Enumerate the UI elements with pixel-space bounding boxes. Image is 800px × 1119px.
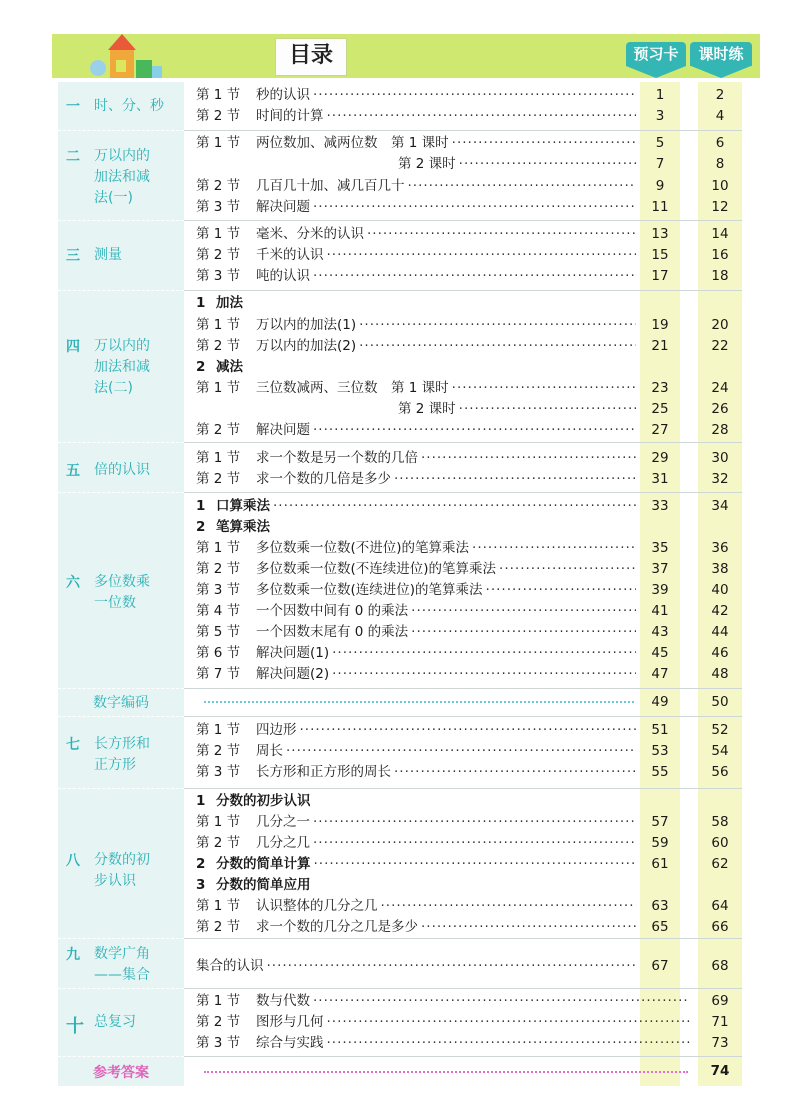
divider bbox=[184, 716, 742, 717]
chapter-10[interactable] bbox=[58, 988, 184, 1057]
divider bbox=[184, 688, 742, 689]
section-number: 第 2 节 bbox=[196, 471, 241, 487]
section-title: 分数的简单计算 bbox=[216, 856, 311, 872]
preview-page[interactable]: 61 bbox=[651, 856, 669, 872]
section-title: 毫米、分米的认识 bbox=[256, 226, 364, 242]
preview-page[interactable]: 3 bbox=[655, 108, 665, 124]
preview-page[interactable]: 19 bbox=[651, 317, 669, 333]
toc-row[interactable] bbox=[196, 762, 636, 782]
preview-page[interactable]: 27 bbox=[651, 422, 669, 438]
leader-dots bbox=[411, 601, 636, 621]
section-title: 分数的初步认识 bbox=[216, 793, 311, 809]
toc-row[interactable] bbox=[196, 420, 636, 440]
section-title: 口算乘法 bbox=[216, 498, 270, 514]
section-title: 一个因数中间有 0 的乘法 bbox=[256, 603, 409, 619]
chapter-title: 长方形和 正方形 bbox=[94, 736, 150, 773]
chapter-number: 六 bbox=[66, 575, 80, 591]
toc-row[interactable] bbox=[196, 133, 636, 153]
section-title: 第 2 课时 bbox=[398, 156, 456, 172]
chapter-3[interactable] bbox=[58, 220, 184, 291]
section-number: 第 1 节 bbox=[196, 135, 241, 151]
leader-dots bbox=[273, 496, 636, 516]
practice-page[interactable]: 40 bbox=[711, 582, 729, 598]
section-number: 第 1 节 bbox=[196, 450, 241, 466]
section-title: 吨的认识 bbox=[256, 268, 310, 284]
col-header-practice: 课时练 bbox=[690, 42, 752, 66]
leader-dots bbox=[486, 580, 636, 600]
section-title: 多位数乘一位数(不进位)的笔算乘法 bbox=[256, 540, 470, 556]
chapter-1[interactable] bbox=[58, 82, 184, 131]
section-title: 求一个数的几倍是多少 bbox=[256, 471, 391, 487]
section-number: 第 1 节 bbox=[196, 226, 241, 242]
toc-row[interactable] bbox=[196, 812, 636, 832]
preview-page[interactable]: 55 bbox=[651, 764, 669, 780]
preview-page[interactable]: 35 bbox=[651, 540, 669, 556]
leader-dots bbox=[327, 245, 637, 265]
leader-dots bbox=[408, 176, 637, 196]
practice-page[interactable]: 30 bbox=[711, 450, 729, 466]
section-title: 减法 bbox=[216, 359, 243, 375]
leader-dots bbox=[327, 106, 637, 126]
toc-row[interactable] bbox=[196, 378, 636, 398]
section-title: 解决问题 bbox=[256, 199, 310, 215]
section-title: 几分之几 bbox=[256, 835, 310, 851]
toc-row[interactable] bbox=[196, 917, 636, 937]
section-title: 求一个数是另一个数的几倍 bbox=[256, 450, 418, 466]
practice-page[interactable]: 28 bbox=[711, 422, 729, 438]
practice-page[interactable]: 18 bbox=[711, 268, 729, 284]
practice-page[interactable]: 74 bbox=[710, 1063, 730, 1079]
practice-page[interactable]: 12 bbox=[711, 199, 729, 215]
practice-page[interactable]: 22 bbox=[711, 338, 729, 354]
toc-row[interactable] bbox=[196, 664, 636, 684]
section-title: 多位数乘一位数(连续进位)的笔算乘法 bbox=[256, 582, 483, 598]
chapter-digital-encoding[interactable] bbox=[58, 688, 184, 717]
chapter-number: 四 bbox=[66, 339, 80, 355]
practice-page[interactable]: 50 bbox=[711, 694, 729, 710]
toc-row[interactable] bbox=[196, 580, 636, 600]
section-number: 第 5 节 bbox=[196, 624, 241, 640]
practice-page[interactable]: 46 bbox=[711, 645, 729, 661]
section-number: 第 2 节 bbox=[196, 338, 241, 354]
practice-page[interactable]: 34 bbox=[711, 498, 729, 514]
leader-dots bbox=[332, 664, 636, 684]
col-header-preview-arrow bbox=[626, 66, 686, 78]
divider bbox=[184, 130, 742, 131]
toc-row[interactable] bbox=[196, 1033, 690, 1053]
practice-page[interactable]: 64 bbox=[711, 898, 729, 914]
page-title: 目录 bbox=[275, 38, 347, 76]
practice-page[interactable]: 10 bbox=[711, 178, 729, 194]
leader-dots bbox=[499, 559, 636, 579]
section-title: 几分之一 bbox=[256, 814, 310, 830]
leader-dots bbox=[394, 762, 636, 782]
divider bbox=[184, 220, 742, 221]
section-number: 3 bbox=[196, 877, 206, 893]
leader-dots bbox=[313, 85, 636, 105]
section-title: 解决问题(1) bbox=[256, 645, 330, 661]
leader-dots bbox=[313, 833, 636, 853]
section-title: 万以内的加法(2) bbox=[256, 338, 357, 354]
preview-page[interactable]: 21 bbox=[651, 338, 669, 354]
col-header-practice-arrow bbox=[691, 66, 751, 78]
chapter-title: 总复习 bbox=[94, 1014, 136, 1030]
chapter-number: 一 bbox=[66, 99, 80, 115]
leader-dots bbox=[421, 917, 636, 937]
section-number: 第 1 节 bbox=[196, 540, 241, 556]
section-number: 第 1 节 bbox=[196, 722, 241, 738]
chapter-number: 三 bbox=[66, 248, 80, 264]
section-title: 分数的简单应用 bbox=[216, 877, 311, 893]
practice-page[interactable]: 68 bbox=[711, 958, 729, 974]
toc-subheading[interactable] bbox=[196, 875, 636, 895]
section-number: 第 2 节 bbox=[196, 919, 241, 935]
chapter-title: 数字编码 bbox=[93, 695, 149, 711]
toc-row[interactable] bbox=[196, 469, 636, 489]
toc-row[interactable] bbox=[398, 154, 636, 174]
chapter-title: 参考答案 bbox=[93, 1065, 149, 1081]
practice-page[interactable]: 44 bbox=[711, 624, 729, 640]
toc-row[interactable] bbox=[196, 991, 690, 1011]
practice-page[interactable]: 54 bbox=[711, 743, 729, 759]
preview-page[interactable]: 59 bbox=[651, 835, 669, 851]
section-title: 长方形和正方形的周长 bbox=[256, 764, 391, 780]
section-number: 2 bbox=[196, 856, 206, 872]
leader-dots bbox=[332, 643, 636, 663]
practice-page[interactable]: 58 bbox=[711, 814, 729, 830]
section-title: 数与代数 bbox=[256, 993, 310, 1009]
toc-row[interactable] bbox=[196, 197, 636, 217]
divider bbox=[184, 290, 742, 291]
section-title: 综合与实践 bbox=[256, 1035, 324, 1051]
toc-row[interactable] bbox=[196, 448, 636, 468]
preview-page[interactable]: 15 bbox=[651, 247, 669, 263]
preview-page[interactable]: 39 bbox=[651, 582, 669, 598]
section-title: 千米的认识 bbox=[256, 247, 324, 263]
practice-page[interactable]: 56 bbox=[711, 764, 729, 780]
practice-page[interactable]: 8 bbox=[715, 156, 725, 172]
section-number: 第 2 节 bbox=[196, 108, 241, 124]
practice-page[interactable]: 26 bbox=[711, 401, 729, 417]
section-title: 认识整体的几分之几 bbox=[256, 898, 378, 914]
preview-page[interactable]: 43 bbox=[651, 624, 669, 640]
leader-dots bbox=[359, 336, 636, 356]
practice-page[interactable]: 6 bbox=[715, 135, 725, 151]
section-number: 第 1 节 bbox=[196, 814, 241, 830]
section-number: 第 2 节 bbox=[196, 1014, 241, 1030]
toc-row[interactable] bbox=[196, 741, 636, 761]
toc-row[interactable] bbox=[398, 399, 636, 419]
practice-page[interactable]: 66 bbox=[711, 919, 729, 935]
divider bbox=[184, 492, 742, 493]
practice-page[interactable]: 14 bbox=[711, 226, 729, 242]
section-number: 第 1 节 bbox=[196, 380, 241, 396]
chapter-5[interactable] bbox=[58, 442, 184, 493]
chapter-title: 多位数乘 一位数 bbox=[94, 574, 150, 611]
practice-page[interactable]: 52 bbox=[711, 722, 729, 738]
chapter-title: 数学广角 ——集合 bbox=[94, 946, 150, 983]
chapter-number: 二 bbox=[66, 149, 80, 165]
toc-row[interactable] bbox=[196, 956, 636, 976]
leader-dots bbox=[472, 538, 636, 558]
toc-row[interactable] bbox=[196, 224, 636, 244]
section-number: 第 1 节 bbox=[196, 87, 241, 103]
col-header-preview: 预习卡 bbox=[626, 42, 686, 66]
preview-page[interactable]: 7 bbox=[655, 156, 665, 172]
leader-dots bbox=[267, 956, 637, 976]
practice-page[interactable]: 4 bbox=[715, 108, 725, 124]
section-number: 第 3 节 bbox=[196, 199, 241, 215]
leader-dots bbox=[459, 154, 636, 174]
toc-row[interactable] bbox=[196, 833, 636, 853]
toc-row[interactable] bbox=[196, 622, 636, 642]
chapter-8[interactable] bbox=[58, 788, 184, 939]
preview-page[interactable]: 37 bbox=[651, 561, 669, 577]
chapter-number: 七 bbox=[66, 737, 80, 753]
chapter-title: 万以内的 加法和减 法(二) bbox=[94, 338, 150, 396]
leader-dots bbox=[452, 133, 636, 153]
chapter-number: 五 bbox=[66, 463, 80, 479]
preview-page[interactable]: 51 bbox=[651, 722, 669, 738]
practice-page[interactable]: 62 bbox=[711, 856, 729, 872]
toc-row[interactable] bbox=[196, 315, 636, 335]
chapter-9[interactable] bbox=[58, 938, 184, 989]
toc-row[interactable] bbox=[196, 1012, 690, 1032]
practice-page[interactable]: 71 bbox=[711, 1014, 729, 1030]
section-title: 笔算乘法 bbox=[216, 519, 270, 535]
toc-subheading[interactable] bbox=[196, 293, 636, 313]
section-number: 第 3 节 bbox=[196, 582, 241, 598]
leader-dots bbox=[313, 420, 636, 440]
section-number: 第 2 节 bbox=[196, 561, 241, 577]
section-number: 第 4 节 bbox=[196, 603, 241, 619]
chapter-4[interactable] bbox=[58, 290, 184, 443]
section-number: 第 6 节 bbox=[196, 645, 241, 661]
leader-dots bbox=[204, 701, 634, 705]
preview-page[interactable]: 31 bbox=[651, 471, 669, 487]
preview-page[interactable]: 23 bbox=[651, 380, 669, 396]
divider bbox=[184, 442, 742, 443]
preview-page[interactable]: 1 bbox=[655, 87, 665, 103]
leader-dots bbox=[327, 1033, 691, 1053]
toc-row[interactable] bbox=[196, 601, 636, 621]
preview-page[interactable]: 65 bbox=[651, 919, 669, 935]
practice-page[interactable]: 73 bbox=[711, 1035, 729, 1051]
practice-page[interactable]: 38 bbox=[711, 561, 729, 577]
section-title: 多位数乘一位数(不连续进位)的笔算乘法 bbox=[256, 561, 497, 577]
preview-page[interactable]: 49 bbox=[651, 694, 669, 710]
section-title: 三位数减两、三位数 第 1 课时 bbox=[256, 380, 449, 396]
practice-page[interactable]: 60 bbox=[711, 835, 729, 851]
section-number: 2 bbox=[196, 359, 206, 375]
section-title: 图形与几何 bbox=[256, 1014, 324, 1030]
leader-dots bbox=[313, 197, 636, 217]
section-number: 第 7 节 bbox=[196, 666, 241, 682]
preview-page[interactable]: 17 bbox=[651, 268, 669, 284]
toc-subheading[interactable] bbox=[196, 357, 636, 377]
practice-page[interactable]: 69 bbox=[711, 993, 729, 1009]
section-number: 1 bbox=[196, 793, 206, 809]
section-title: 第 2 课时 bbox=[398, 401, 456, 417]
leader-dots bbox=[204, 1071, 688, 1075]
practice-page[interactable]: 16 bbox=[711, 247, 729, 263]
chapter-number: 八 bbox=[66, 853, 80, 869]
practice-page[interactable]: 2 bbox=[715, 87, 725, 103]
section-title: 几百几十加、减几百几十 bbox=[256, 178, 405, 194]
preview-page[interactable]: 67 bbox=[651, 958, 669, 974]
leader-dots bbox=[411, 622, 636, 642]
section-number: 第 3 节 bbox=[196, 268, 241, 284]
section-title: 时间的计算 bbox=[256, 108, 324, 124]
section-number: 第 2 节 bbox=[196, 835, 241, 851]
toc-row[interactable] bbox=[196, 538, 636, 558]
toc-row[interactable] bbox=[196, 106, 636, 126]
section-title: 周长 bbox=[256, 743, 283, 759]
section-title: 集合的认识 bbox=[196, 958, 264, 974]
preview-page[interactable]: 13 bbox=[651, 226, 669, 242]
section-number: 第 1 节 bbox=[196, 898, 241, 914]
chapter-title: 倍的认识 bbox=[94, 462, 150, 478]
section-number: 第 2 节 bbox=[196, 247, 241, 263]
section-number: 第 2 节 bbox=[196, 178, 241, 194]
chapter-answers[interactable] bbox=[58, 1056, 184, 1086]
leader-dots bbox=[421, 448, 636, 468]
leader-dots bbox=[459, 399, 636, 419]
blocks-logo-icon bbox=[88, 30, 168, 80]
section-number: 1 bbox=[196, 498, 206, 514]
toc-subheading[interactable] bbox=[196, 854, 636, 874]
leader-dots bbox=[314, 854, 637, 874]
preview-page[interactable]: 47 bbox=[651, 666, 669, 682]
toc-row[interactable] bbox=[196, 266, 636, 286]
section-title: 万以内的加法(1) bbox=[256, 317, 357, 333]
chapter-number: 九 bbox=[66, 947, 80, 963]
chapter-title: 分数的初 步认识 bbox=[94, 852, 150, 889]
preview-page[interactable]: 11 bbox=[651, 199, 669, 215]
section-number: 2 bbox=[196, 519, 206, 535]
preview-page[interactable]: 53 bbox=[651, 743, 669, 759]
chapter-2[interactable] bbox=[58, 130, 184, 221]
preview-page[interactable]: 25 bbox=[651, 401, 669, 417]
practice-page[interactable]: 42 bbox=[711, 603, 729, 619]
leader-dots bbox=[286, 741, 636, 761]
practice-page[interactable]: 32 bbox=[711, 471, 729, 487]
section-title: 两位数加、减两位数 第 1 课时 bbox=[256, 135, 449, 151]
leader-dots bbox=[313, 812, 636, 832]
section-number: 第 2 节 bbox=[196, 422, 241, 438]
section-number: 1 bbox=[196, 295, 206, 311]
chapter-title: 测量 bbox=[94, 247, 122, 263]
chapter-number: 十 bbox=[66, 1016, 84, 1037]
chapter-7[interactable] bbox=[58, 716, 184, 789]
section-title: 解决问题(2) bbox=[256, 666, 330, 682]
section-number: 第 3 节 bbox=[196, 1035, 241, 1051]
toc-row[interactable] bbox=[196, 896, 636, 916]
preview-page[interactable]: 41 bbox=[651, 603, 669, 619]
toc-row[interactable] bbox=[196, 176, 636, 196]
section-title: 一个因数末尾有 0 的乘法 bbox=[256, 624, 409, 640]
section-number: 第 3 节 bbox=[196, 764, 241, 780]
section-title: 秒的认识 bbox=[256, 87, 310, 103]
section-number: 第 1 节 bbox=[196, 317, 241, 333]
toc-subheading[interactable] bbox=[196, 517, 636, 537]
leader-dots bbox=[313, 266, 636, 286]
chapter-title: 时、分、秒 bbox=[94, 98, 164, 114]
practice-page[interactable]: 24 bbox=[711, 380, 729, 396]
preview-page[interactable]: 33 bbox=[651, 498, 669, 514]
toc-row[interactable] bbox=[196, 720, 636, 740]
divider bbox=[184, 988, 742, 989]
preview-page[interactable]: 63 bbox=[651, 898, 669, 914]
toc-row[interactable] bbox=[196, 643, 636, 663]
divider bbox=[184, 938, 742, 939]
section-title: 解决问题 bbox=[256, 422, 310, 438]
divider bbox=[184, 788, 742, 789]
practice-page[interactable]: 36 bbox=[711, 540, 729, 556]
leader-dots bbox=[313, 991, 690, 1011]
section-title: 求一个数的几分之几是多少 bbox=[256, 919, 418, 935]
toc-row[interactable] bbox=[196, 85, 636, 105]
divider bbox=[184, 1056, 742, 1057]
leader-dots bbox=[394, 469, 636, 489]
leader-dots bbox=[452, 378, 636, 398]
leader-dots bbox=[327, 1012, 691, 1032]
section-title: 四边形 bbox=[256, 722, 297, 738]
toc-row[interactable] bbox=[196, 336, 636, 356]
preview-page[interactable]: 29 bbox=[651, 450, 669, 466]
practice-page[interactable]: 20 bbox=[711, 317, 729, 333]
leader-dots bbox=[367, 224, 636, 244]
section-number: 第 1 节 bbox=[196, 993, 241, 1009]
toc-row[interactable] bbox=[196, 245, 636, 265]
leader-dots bbox=[300, 720, 637, 740]
section-title: 加法 bbox=[216, 295, 243, 311]
section-number: 第 2 节 bbox=[196, 743, 241, 759]
leader-dots bbox=[381, 896, 637, 916]
toc-subheading[interactable] bbox=[196, 496, 636, 516]
chapter-title: 万以内的 加法和减 法(一) bbox=[94, 148, 150, 206]
toc-row[interactable] bbox=[196, 559, 636, 579]
chapter-6[interactable] bbox=[58, 492, 184, 689]
preview-page[interactable]: 57 bbox=[651, 814, 669, 830]
preview-page[interactable]: 45 bbox=[651, 645, 669, 661]
preview-page[interactable]: 9 bbox=[655, 178, 665, 194]
practice-page[interactable]: 48 bbox=[711, 666, 729, 682]
preview-page[interactable]: 5 bbox=[655, 135, 665, 151]
leader-dots bbox=[359, 315, 636, 335]
toc-subheading[interactable] bbox=[196, 791, 636, 811]
